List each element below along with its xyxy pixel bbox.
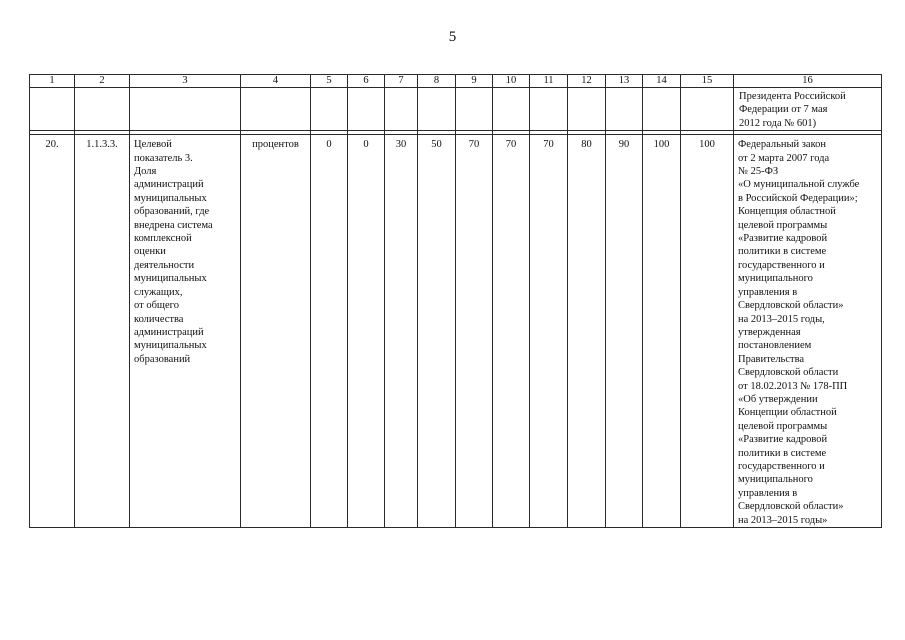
page-number: 5 <box>448 29 457 45</box>
basis-line: целевой программы <box>738 219 828 231</box>
indicator-description <box>130 135 241 528</box>
value-cell: 30 <box>385 135 418 528</box>
continuation-row <box>30 88 882 131</box>
column-header: 14 <box>643 75 681 88</box>
description-line: оценки <box>134 246 166 258</box>
column-header: 2 <box>75 75 130 88</box>
basis-line: от 2 марта 2007 года <box>738 152 830 164</box>
description-line: комплексной <box>134 233 192 245</box>
basis-line: «Об утверждении <box>738 393 818 405</box>
column-number-row <box>30 75 882 88</box>
basis-line: государственного и <box>738 460 825 472</box>
value-cell: 100 <box>643 135 681 528</box>
column-header: 5 <box>311 75 348 88</box>
value-cell: 70 <box>456 135 493 528</box>
value-cell: 50 <box>418 135 456 528</box>
value-cell: 100 <box>681 135 734 528</box>
basis-line: «Развитие кадровой <box>738 434 828 446</box>
value-cell: 90 <box>606 135 643 528</box>
description-line: деятельности <box>134 259 195 271</box>
basis-line: постановлением <box>738 340 812 352</box>
basis-line: в Российской Федерации»; <box>738 192 858 204</box>
basis-line: № 25-ФЗ <box>738 166 779 178</box>
description-line: образований <box>134 353 191 365</box>
basis-line: политики в системе <box>738 246 827 258</box>
column-header: 11 <box>530 75 568 88</box>
basis-line: Федеральный закон <box>738 139 827 151</box>
basis-line: на 2013–2015 годы, <box>738 313 825 325</box>
basis-line: муниципального <box>738 273 813 285</box>
description-line: муниципальных <box>134 192 207 204</box>
column-header: 13 <box>606 75 643 88</box>
column-header: 12 <box>568 75 606 88</box>
basis-line: Правительства <box>738 353 805 365</box>
basis-line: «О муниципальной службе <box>738 179 860 191</box>
unit-cell: процентов <box>241 135 311 528</box>
row-code: 1.1.3.3. <box>75 135 130 528</box>
column-header: 15 <box>681 75 734 88</box>
column-header: 16 <box>734 75 882 88</box>
basis-line: политики в системе <box>738 447 827 459</box>
basis-line: от 18.02.2013 № 178-ПП <box>738 380 848 392</box>
column-header: 9 <box>456 75 493 88</box>
basis-line: Свердловской области» <box>738 300 844 312</box>
table-row <box>30 135 882 528</box>
column-header: 3 <box>130 75 241 88</box>
column-header: 4 <box>241 75 311 88</box>
description-line: от общего <box>134 300 179 312</box>
value-cell: 80 <box>568 135 606 528</box>
basis-line: на 2013–2015 годы» <box>738 514 828 526</box>
value-cell: 70 <box>493 135 530 528</box>
basis-line: целевой программы <box>738 420 828 432</box>
basis-line: управления в <box>738 286 798 298</box>
continuation-basis-cell <box>734 88 882 131</box>
value-cell: 0 <box>311 135 348 528</box>
description-line: Доля <box>134 166 157 178</box>
description-line: внедрена система <box>134 219 213 231</box>
description-line: администраций <box>134 326 204 338</box>
column-header: 6 <box>348 75 385 88</box>
description-line: муниципальных <box>134 273 207 285</box>
row-number: 20. <box>30 135 75 528</box>
basis-line: управления в <box>738 487 798 499</box>
targets-table <box>29 74 882 528</box>
description-line: показатель 3. <box>134 152 193 164</box>
value-cell: 0 <box>348 135 385 528</box>
basis-line: Свердловской области <box>738 367 839 379</box>
description-line: служащих, <box>134 286 183 298</box>
column-header: 1 <box>30 75 75 88</box>
basis-line: государственного и <box>738 259 825 271</box>
value-cell: 70 <box>530 135 568 528</box>
legal-basis <box>734 135 882 528</box>
description-line: муниципальных <box>134 340 207 352</box>
description-line: Целевой <box>134 139 172 151</box>
basis-line: Президента Российской <box>739 91 846 102</box>
description-line: количества <box>134 313 184 325</box>
column-header: 8 <box>418 75 456 88</box>
basis-line: «Развитие кадровой <box>738 233 828 245</box>
description-line: образований, где <box>134 206 210 218</box>
description-line: администраций <box>134 179 204 191</box>
basis-line: Концепция областной <box>738 206 836 218</box>
basis-line: Свердловской области» <box>738 501 844 513</box>
basis-line: Концепции областной <box>738 407 837 419</box>
basis-line: муниципального <box>738 474 813 486</box>
basis-line: Федерации от 7 мая <box>739 104 828 116</box>
basis-line: 2012 года № 601) <box>739 117 817 129</box>
column-header: 7 <box>385 75 418 88</box>
column-header: 10 <box>493 75 530 88</box>
basis-line: утвержденная <box>738 326 801 338</box>
